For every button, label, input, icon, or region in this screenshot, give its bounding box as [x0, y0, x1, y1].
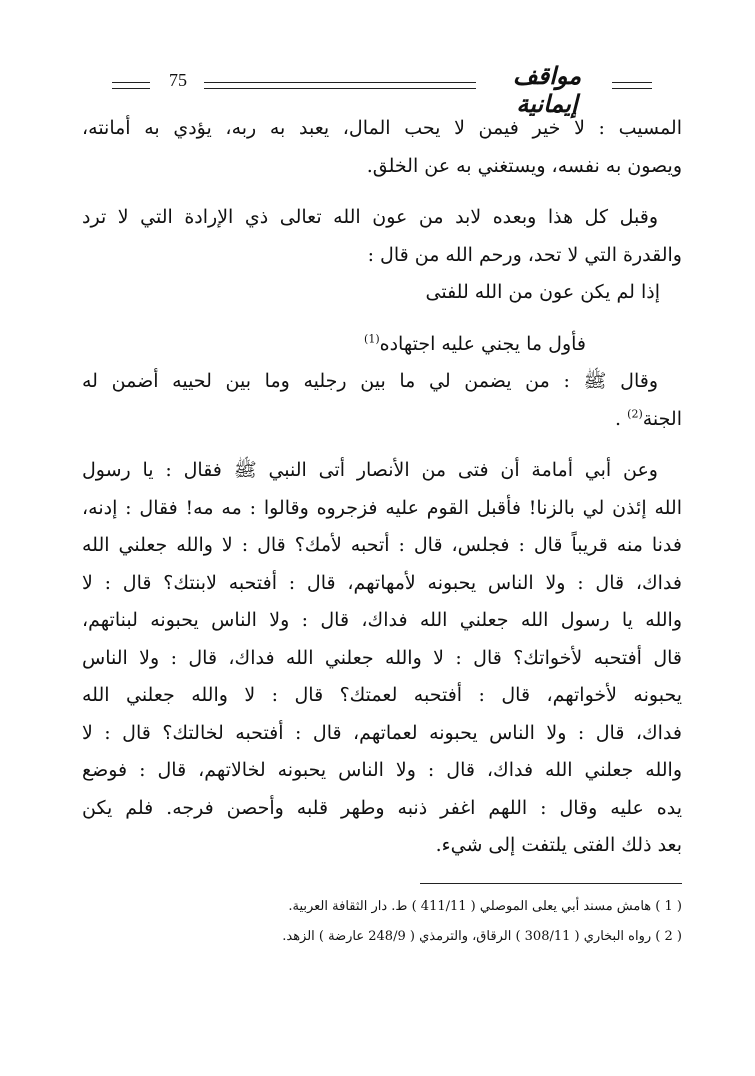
footnote: ( 2 ) رواه البخاري ( 308/11 ) الرقاق، والترمذي ( 248/9 عارضة ) الزهد.: [282, 929, 682, 944]
page-number: 75: [169, 70, 187, 90]
footnote: ( 1 ) هامش مسند أبي يعلى الموصلي ( 411/11 ) ط. دار الثقافة العربية.: [288, 899, 682, 914]
text-line: والله جعلني الله فداك، قال : ولا الناس يحبونه لخالاتهم، قال : فوضع: [82, 759, 682, 781]
page-header: [112, 62, 652, 118]
poem-verse-first-half: إذا لم يكن عون من الله للفتى: [425, 281, 660, 303]
poem-text: فأول ما يجني عليه اجتهاده: [379, 332, 586, 355]
header-rule-left: [112, 82, 150, 89]
running-title: مواقف إيمانية: [512, 62, 582, 118]
footnotes: [110, 892, 682, 952]
footnote-marker: (2): [627, 407, 643, 421]
footnote-marker: (1): [364, 332, 380, 346]
text-line: يده عليه وقال : اللهم اغفر ذنبه وطهر قلبه وأحصن فرجه. فلم يكن: [82, 796, 682, 819]
text-line: فداك، قال : ولا الناس يحبونه لأمهاتهم، قال : أفتحبه لابنتك؟ قال : لا: [82, 571, 682, 594]
text-line: قال أفتحبه لأخواتك؟ قال : لا والله جعلني الله فداك، قال : ولا الناس: [82, 646, 682, 669]
line-text: الجنة: [642, 407, 682, 430]
footnote-separator: [420, 883, 682, 884]
text-line: والله يا رسول الله جعلني الله فداك، قال : ولا الناس يحبونه لبناتهم،: [82, 609, 682, 631]
text-line: ويصون به نفسه، ويستغني به عن الخلق.: [366, 154, 682, 177]
header-rule-right: [612, 82, 652, 89]
text-line: بعد ذلك الفتى يلتفت إلى شيء.: [435, 834, 682, 856]
text-line: الله إئذن لي بالزنا! فأقبل القوم عليه فزجروه وقالوا : مه مه! فقال : إدنه،: [82, 496, 682, 519]
text-line: وعن أبي أمامة أن فتى من الأنصار أتى النبي ﷺ فقال : يا رسول: [82, 459, 658, 481]
text-line: وقبل كل هذا وبعده لابد من عون الله تعالى ذي الإرادة التي لا ترد: [82, 206, 658, 228]
text-line: وقال ﷺ : من يضمن لي ما بين رجليه وما بين لحييه أضمن له: [82, 370, 658, 392]
text-line: يحبونه لأخواتهم، قال : أفتحبه لعمتك؟ قال : لا والله جعلني الله: [82, 684, 682, 706]
text-line: المسيب : لا خير فيمن لا يحب المال، يعبد به ربه، يؤدي به أمانته،: [82, 117, 682, 139]
header-rule-middle: [204, 82, 476, 89]
poem-verse-second-half: [82, 326, 682, 364]
text-line: الجنة$^{(2)}$ .: [615, 407, 682, 430]
main-text: [82, 110, 682, 865]
text-line: فداك، قال : ولا الناس يحبونه لعماتهم، قال : أفتحبه لخالتك؟ قال : لا: [82, 721, 682, 744]
text-line: والقدرة التي لا تحد، ورحم الله من قال :: [367, 243, 682, 266]
text-line: فدنا منه قريباً قال : فجلس، قال : أتحبه لأمك؟ قال : لا والله جعلني الله: [82, 534, 682, 556]
